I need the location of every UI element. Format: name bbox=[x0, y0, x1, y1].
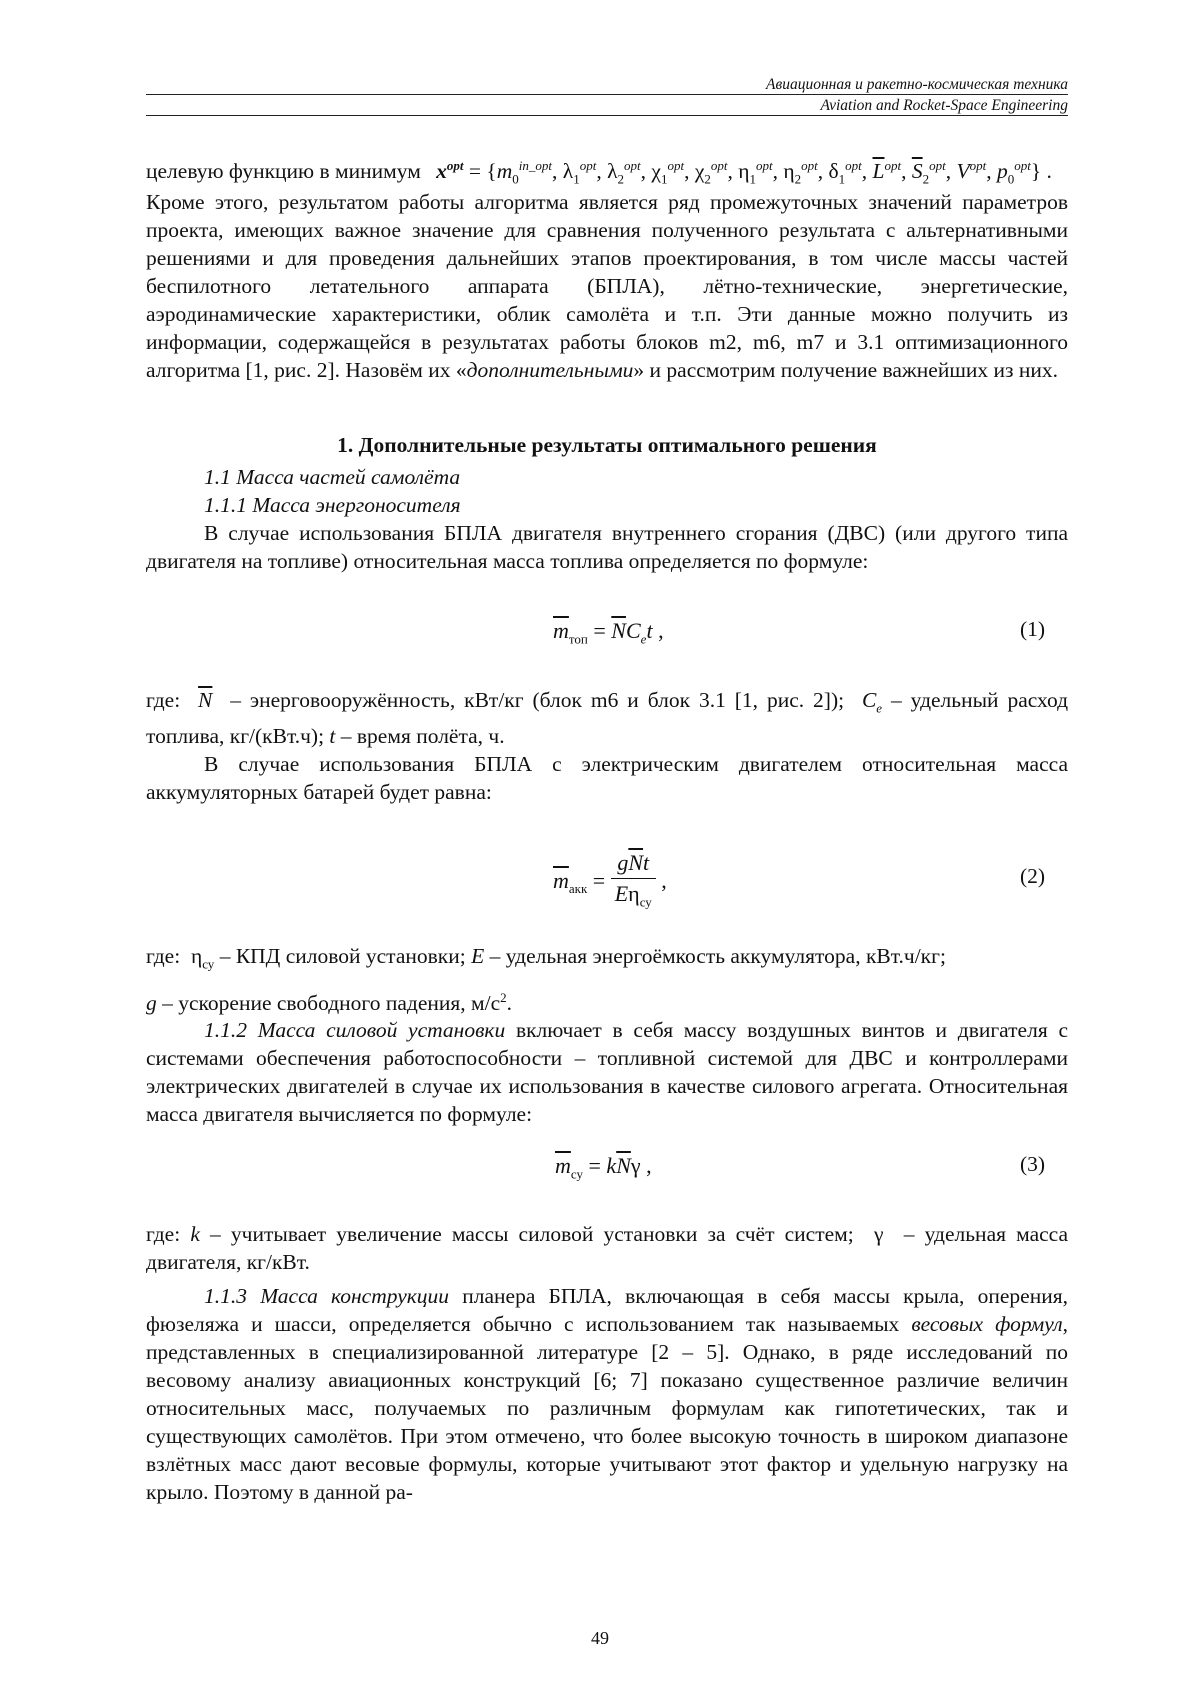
intro-paragraph: Кроме этого, результатом работы алгоритма является ряд промежуточных значений параметров проекта, имеющих важное значение для сравнения полученного результата с альтернативными решениями и для проведения дальнейших этапов проектирования, в том числе массы частей беспилотного летательного аппарата (БПЛА), лётно-технические, энергетические, аэродинамические характеристики, облик самолёта и т.п. Эти данные можно получить из информации, содержащейся в результатах работы блоков m2, m6, m7 и 3.1 оптимизационного алгоритма [1, рис. 2]. Назовём их «дополнительными» и рассмотрим получение важнейших из них. bbox=[146, 190, 1068, 382]
header-rule-bottom bbox=[146, 115, 1068, 116]
journal-title-ru: Авиационная и ракетно-космическая техника bbox=[766, 76, 1068, 93]
header-rule-top bbox=[146, 94, 1068, 95]
optimal-vector-formula: $x^{opt} = \{m_0^{in\_opt}$, $\lambda_1^{opt}$, $\lambda_2^{opt}$, $\chi_1^{opt}$, $\chi_2^{opt}$, $\eta_1^{opt}$, $\eta_2^{opt}$, $\delta_1^{opt}$, $\overline{L}^{opt}$, $\overline{S}_2^{opt}$, $V^{opt}$, $p_0^{opt}$} . bbox=[436, 158, 1052, 187]
paragraph-electric: В случае использования БПЛА с электрическим двигателем относительная масса аккумуляторных батарей будет равна: bbox=[146, 752, 1068, 804]
subsection-heading: 1.1 Масса частей самолёта bbox=[204, 465, 461, 489]
journal-title-en: Aviation and Rocket-Space Engineering bbox=[820, 97, 1068, 114]
where-1: где: $\overline{N}$ – энерговооружённость, кВт/кг (блок m6 и блок 3.1 [1, рис. 2]); $C_e$ – удельный расход топлива, кг/(кВт.ч); t – время полёта, ч. bbox=[146, 688, 1069, 749]
paragraph-ice: В случае использования БПЛА двигателя внутреннего сгорания (ДВС) (или другого типа двигателя на топливе) относительная масса топлива определяется по формуле: bbox=[146, 521, 1068, 573]
paragraph-structure: 1.1.3 Масса конструкции планера БПЛА, включающая в себя массы крыла, оперения, фюзеляжа и шасси, определяется обычно с использованием так называемых весовых формул, представленных в специализированной литературе [2 – 5]. Однако, в ряде исследований по весовому анализу авиационных конструкций [6; 7] показано существенное различие величин относительных масс, получаемых по различным формулам как гипотетических, так и существующих самолётов. При этом отмечено, что более высокую точность в широком диапазоне взлётных масс дают весовые формулы, которые учитывают этот фактор и удельную нагрузку на крыло. Поэтому в данной ра- bbox=[146, 1284, 1068, 1504]
equation-3: $\overline{m}_{су} = k\overline{N}\gamma$ , bbox=[555, 1153, 652, 1182]
subsubsection-heading: 1.1.1 Масса энергоносителя bbox=[204, 493, 461, 517]
equation-1-number: (1) bbox=[1020, 617, 1046, 641]
equation-2-number: (2) bbox=[1020, 864, 1046, 888]
paragraph-powerplant: 1.1.2 Масса силовой установки включает в себя массу воздушных винтов и двигателя с системами обеспечения работоспособности – топливной системой для ДВС и контроллерами электрических двигателей в случае их использования в качестве силового агрегата. Относительная масса двигателя вычисляется по формуле: bbox=[146, 1018, 1068, 1126]
intro-lead-text: целевую функцию в минимум bbox=[146, 159, 421, 184]
section-heading: 1. Дополнительные результаты оптимального решения bbox=[337, 433, 877, 457]
page-number: 49 bbox=[591, 1628, 609, 1648]
where-3: где: k – учитывает увеличение массы силовой установки за счёт систем; γ – удельная масса двигателя, кг/кВт. bbox=[146, 1222, 1069, 1274]
equation-2: $\overline{m}_{акк}$ = $\frac{g\overline{N}t}{E\eta_{су}}$ , bbox=[553, 850, 667, 910]
equation-1: $\overline{m}_{топ} = \overline{N}C_et$ , bbox=[553, 618, 664, 647]
equation-3-number: (3) bbox=[1020, 1152, 1046, 1176]
where-2: где: $\eta_{су}$ – КПД силовой установки; E – удельная энергоёмкость аккумулятора, кВт.ч/кг; g – ускорение свободного падения, $м/с^2$. bbox=[146, 944, 946, 1016]
